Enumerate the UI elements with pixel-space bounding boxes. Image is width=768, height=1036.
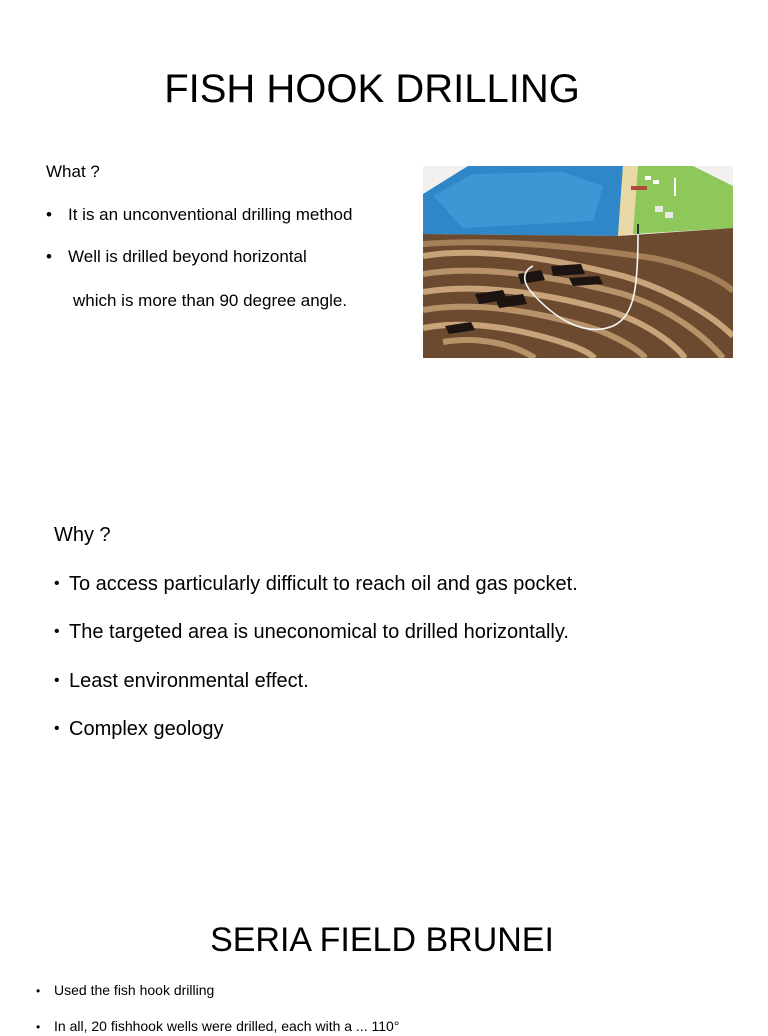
bullet-icon: • [46,205,52,224]
list-item-text: The targeted area is uneconomical to drilled horizontally. [69,621,569,643]
list-item [46,205,352,225]
list-item-text: In all, 20 fishhook wells were drilled, each with a ... 110° [54,1018,400,1034]
list-item-text: Complex geology [69,718,224,740]
why-heading: Why ? [54,524,111,546]
list-item [54,572,578,596]
bullet-icon: • [54,623,60,640]
page-title: FISH HOOK DRILLING [164,67,580,111]
what-heading: What ? [46,162,100,181]
bullet-icon: • [54,672,60,689]
bullet-icon: • [46,247,52,266]
list-item [54,669,309,693]
list-item-text: Least environmental effect. [69,670,309,692]
fishhook-well-diagram [423,166,733,358]
bullet-icon: • [36,1020,41,1034]
bullet-icon: • [54,575,60,592]
list-item [36,1018,399,1036]
list-item-continuation: which is more than 90 degree angle. [73,291,348,310]
list-item [54,717,224,741]
list-item-text: It is an unconventional drilling method [68,205,353,224]
list-item [46,247,307,267]
list-item-text: Well is drilled beyond horizontal [68,247,307,266]
section-title: SERIA FIELD BRUNEI [210,921,554,959]
bullet-icon: • [36,984,41,998]
list-item [54,620,569,644]
list-item [36,982,214,1000]
list-item-text: To access particularly difficult to reach oil and gas pocket. [69,573,578,595]
bullet-icon: • [54,720,60,737]
list-item-text: Used the fish hook drilling [54,982,215,998]
